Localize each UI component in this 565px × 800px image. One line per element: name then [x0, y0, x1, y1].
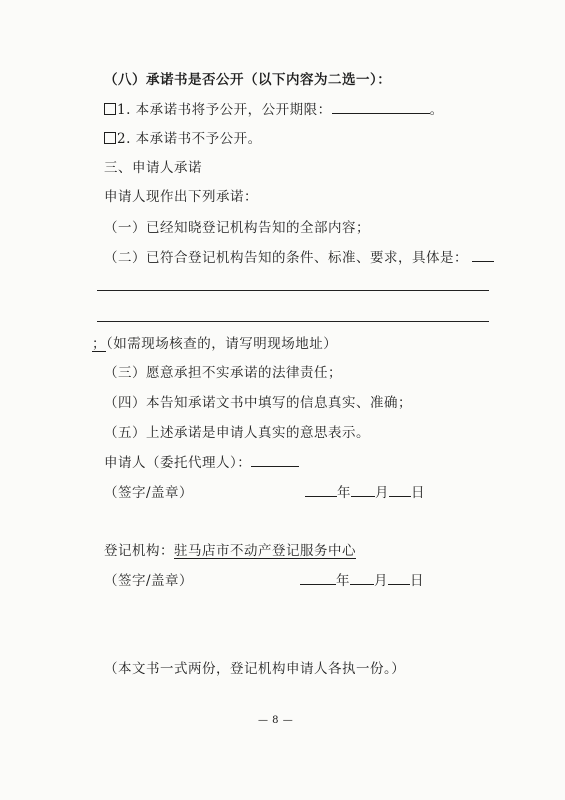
day-label: 日 [411, 485, 425, 501]
section-3-heading: 三、申请人承诺 [104, 160, 202, 176]
registrar-month-field[interactable] [350, 584, 374, 585]
section-8-heading: （八）承诺书是否公开（以下内容为二选一）： [104, 72, 392, 88]
applicant-day-field[interactable] [389, 496, 411, 497]
copies-footnote: （本文书一式两份，登记机构申请人各执一份。） [104, 661, 406, 677]
checkbox-public[interactable] [104, 103, 116, 115]
onsite-address-mark: ； [92, 336, 106, 352]
conditions-field-start[interactable] [472, 261, 494, 262]
public-option-1 [104, 101, 444, 119]
registrar-label: 登记机构： [104, 543, 174, 559]
commitment-item-1: （一）已经知晓登记机构告知的全部内容； [104, 220, 370, 236]
applicant-date [305, 484, 425, 502]
applicant-sign-label: （签字/盖章） [104, 485, 194, 501]
applicant-month-field[interactable] [351, 496, 375, 497]
conditions-line-1[interactable] [97, 290, 489, 291]
month-label: 月 [375, 485, 389, 501]
registrar-date [300, 572, 424, 590]
public-option-1-label: 1. 本承诺书将予公开，公开期限： [117, 102, 332, 118]
commitment-item-4: （四）本告知承诺文书中填写的信息真实、准确； [104, 395, 412, 411]
year-label: 年 [336, 573, 350, 589]
registrar-sign-label: （签字/盖章） [104, 573, 194, 589]
commitment-item-5: （五）上述承诺是申请人真实的意思表示。 [104, 425, 370, 441]
commitment-item-3: （三）愿意承担不实承诺的法律责任； [104, 365, 342, 381]
onsite-address-note [92, 335, 337, 353]
period-end-mark: 。 [429, 102, 444, 118]
commitment-item-2 [104, 249, 494, 267]
registrar-year-field[interactable] [300, 584, 336, 585]
applicant-label: 申请人（委托代理人）： [104, 455, 252, 471]
public-option-2-label: 2. 本承诺书不予公开。 [117, 131, 262, 147]
applicant-line [104, 454, 299, 472]
onsite-address-text: （如需现场核查的，请写明现场地址） [106, 336, 338, 352]
registrar-line [104, 542, 356, 560]
month-label: 月 [374, 573, 388, 589]
public-option-2 [104, 130, 262, 148]
commitment-intro: 申请人现作出下列承诺： [104, 189, 258, 205]
commitment-item-2-text: （二）已符合登记机构告知的条件、标准、要求，具体是： [104, 250, 468, 266]
public-period-field[interactable] [332, 113, 430, 114]
checkbox-not-public[interactable] [104, 132, 116, 144]
conditions-line-2[interactable] [97, 321, 489, 322]
registrar-day-field[interactable] [388, 584, 410, 585]
registrar-name: 驻马店市不动产登记服务中心 [174, 543, 356, 559]
year-label: 年 [337, 485, 351, 501]
applicant-year-field[interactable] [305, 496, 337, 497]
day-label: 日 [410, 573, 424, 589]
page-number: — 8 — [258, 715, 294, 726]
applicant-field[interactable] [251, 466, 299, 467]
